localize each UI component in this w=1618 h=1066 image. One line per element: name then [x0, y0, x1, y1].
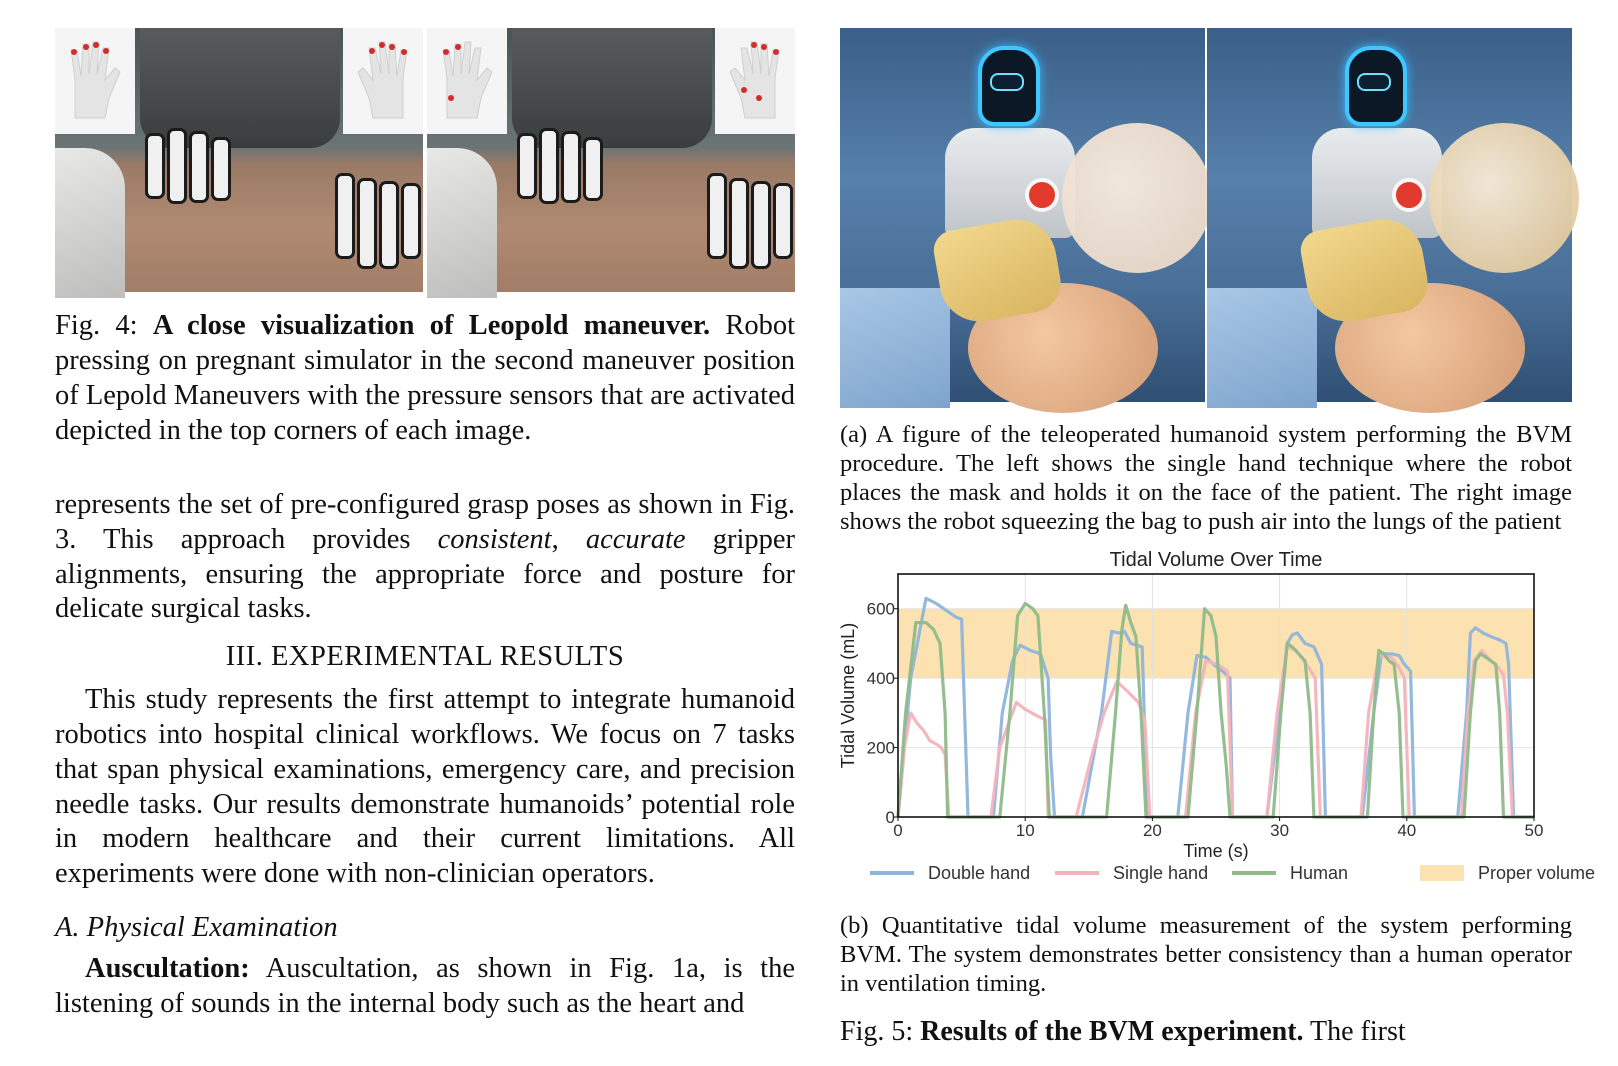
robot-hand-left — [145, 123, 240, 203]
robot-hand-right — [335, 143, 420, 268]
text-run: gripper alignments, ensuring the appropriate force and posture for delicate surgical tasks. — [55, 523, 795, 625]
right-column — [838, 28, 1596, 1048]
y-tick-label: 600 — [866, 599, 895, 619]
fig5-label: Fig. 5: — [840, 1016, 914, 1047]
glove-sensor-map-icon — [725, 38, 785, 124]
y-tick-label: 200 — [866, 738, 895, 758]
legend-label: Double hand — [928, 863, 1031, 883]
tidal-volume-chart — [838, 544, 1596, 907]
subsection-heading: A. Physical Examination — [55, 911, 338, 943]
glove-sensor-map-icon — [437, 38, 497, 124]
y-tick-label: 400 — [866, 669, 895, 689]
fig4-text: Robot pressing on pregnant simulator in the second maneuver position of Lepold Maneuvers with the pressure sensors that are activated depicted in the top corners of each image. — [55, 310, 796, 446]
x-tick-label: 50 — [1524, 821, 1544, 840]
fig5-title: Results of the BVM experiment. — [920, 1016, 1304, 1047]
pressure-sensor-glove-inset — [427, 28, 507, 134]
glove-sensor-map-icon — [353, 38, 413, 124]
leopold-photo-right — [427, 28, 795, 292]
glove-sensor-map-icon — [65, 38, 125, 124]
paragraph-auscultation — [55, 952, 795, 1022]
legend-swatch-patch — [1420, 865, 1464, 881]
emphasis-accurate: accurate — [585, 523, 686, 555]
legend-label: Proper volume — [1478, 863, 1596, 883]
fig4-label: Fig. 4: — [55, 310, 138, 341]
x-axis-label: Time (s) — [1183, 841, 1249, 861]
fig5-caption — [840, 1016, 1572, 1048]
robot-hand-left — [517, 123, 612, 203]
bvm-images — [840, 28, 1572, 402]
subcaption-b: (b) Quantitative tidal volume measurement of the system performing BVM. The system demonstrates better consistency than a human operator in ventilation timing. — [840, 912, 1572, 997]
fig4-images — [55, 28, 795, 292]
x-tick-label: 40 — [1397, 821, 1417, 840]
text-run: Auscultation, as shown in Fig. 1a, is the listening of sounds in the internal body such as the heart and — [55, 952, 795, 1019]
legend-label: Human — [1290, 863, 1349, 883]
fig4-caption — [55, 308, 795, 448]
chart-title: Tidal Volume Over Time — [1109, 549, 1323, 571]
left-column — [55, 28, 795, 1022]
bvm-bag — [1062, 123, 1212, 273]
x-tick-label: 30 — [1270, 821, 1290, 840]
fig4-title: A close visualization of Leopold maneuver. — [152, 310, 711, 341]
bvm-photo-single-hand — [840, 28, 1205, 402]
auscultation-label: Auscultation: — [85, 952, 250, 984]
bvm-photo-squeeze — [1207, 28, 1572, 402]
paragraph-grasp-poses — [55, 488, 795, 627]
text-run: , — [551, 523, 586, 555]
y-tick-label: 0 — [885, 808, 895, 827]
robot-hand-right — [707, 143, 792, 268]
bvm-bag — [1429, 123, 1579, 273]
chart-svg — [838, 544, 1596, 902]
leopold-photo-left — [55, 28, 423, 292]
legend-label: Single hand — [1113, 863, 1209, 883]
subcaption-a: (a) A figure of the teleoperated humanoid system performing the BVM procedure. The left shows the single hand technique where the robot places the mask and holds it on the face of the patient. The right image shows the robot squeezing the bag to push air into the lungs of the patient — [840, 421, 1572, 535]
emphasis-consistent: consistent — [437, 523, 552, 555]
fig5-text: The first — [1303, 1016, 1406, 1047]
text-run: represents the set of pre-configured grasp poses as shown in Fig. 3. This approach provides — [55, 489, 795, 555]
y-axis-label: Tidal Volume (mL) — [838, 622, 858, 769]
section-heading: III. EXPERIMENTAL RESULTS — [225, 641, 625, 673]
x-tick-label: 0 — [893, 821, 903, 840]
pressure-sensor-glove-inset — [715, 28, 795, 134]
pressure-sensor-glove-inset — [55, 28, 135, 134]
pressure-sensor-glove-inset — [343, 28, 423, 134]
paragraph-study-intro: This study represents the first attempt to integrate humanoid robotics into hospital clinical workflows. We focus on 7 tasks that span physical examinations, emergency care, and precision needle tasks. Our results demonstrate humanoids’ potential role in modern healthcare and their current limitations. All experiments were done with non-clinician operators. — [55, 684, 795, 890]
x-tick-label: 10 — [1015, 821, 1035, 840]
x-tick-label: 20 — [1142, 821, 1162, 840]
